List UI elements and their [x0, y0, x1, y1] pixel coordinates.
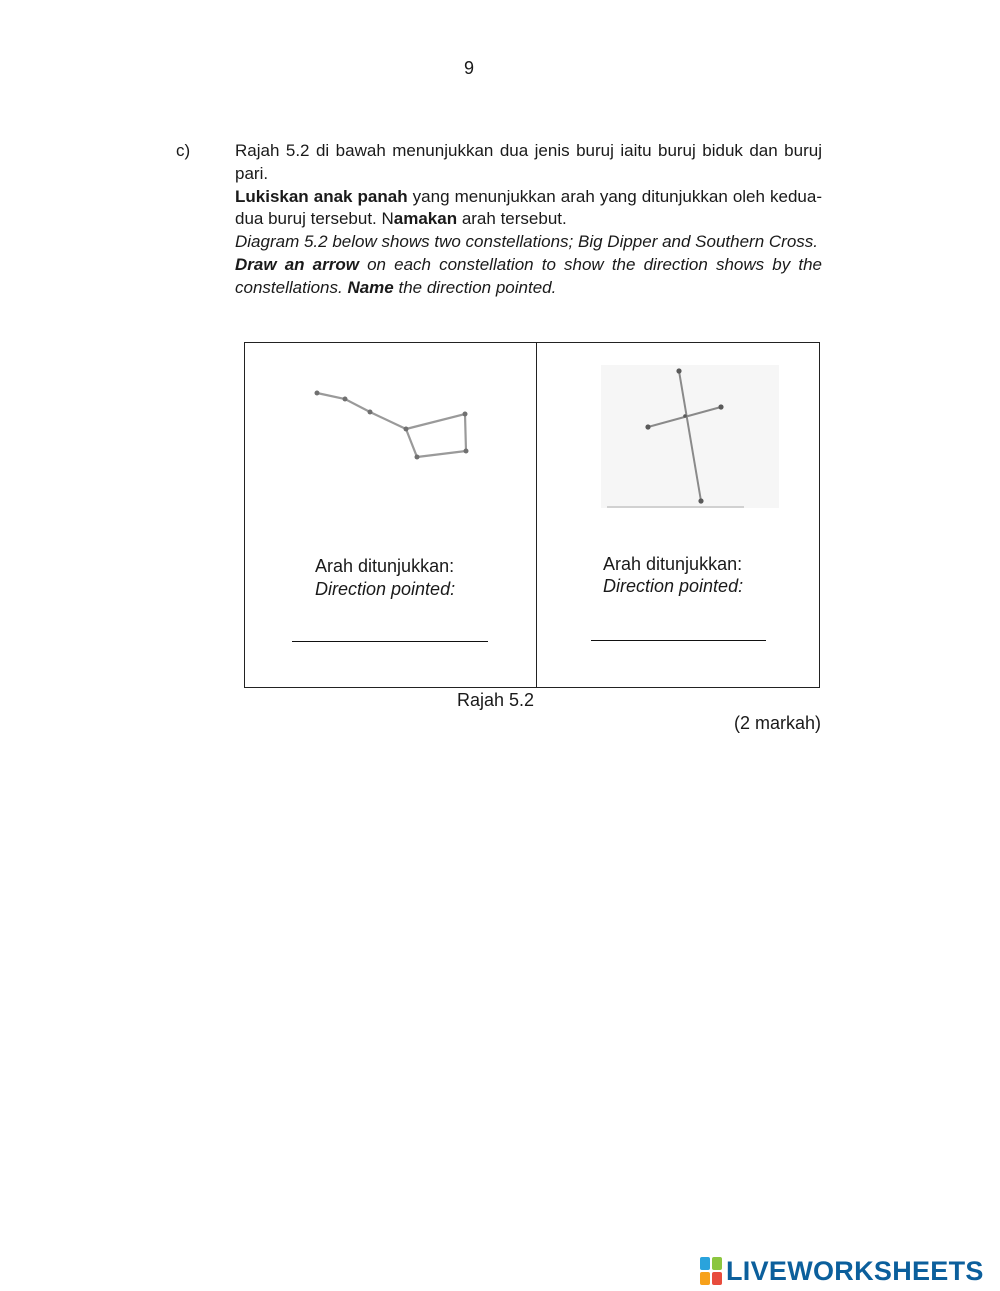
star-icon	[463, 412, 468, 417]
answer-blank-left[interactable]	[292, 641, 488, 642]
star-icon	[315, 391, 320, 396]
panel-southern-cross	[537, 343, 819, 687]
question-body	[235, 140, 822, 300]
direction-label-ms: Arah ditunjukkan:	[315, 556, 455, 576]
figure-diagram-5-2	[244, 342, 820, 688]
question-text-en: Diagram 5.2 below shows two constellations; Big Dipper and Southern Cross.	[235, 232, 819, 252]
answer-blank-right[interactable]	[591, 640, 766, 641]
direction-label-en: Direction pointed:	[603, 576, 744, 596]
direction-label-ms: Arah ditunjukkan:	[603, 554, 743, 574]
question-instruction-en: Draw an arrow on each constellation to show the direction shows by the constellations. Name the direction pointed.	[235, 254, 822, 297]
star-icon	[368, 410, 373, 415]
brand-name: LIVEWORKSHEETS	[726, 1255, 984, 1286]
page-number: 9	[463, 58, 474, 78]
star-icon	[464, 449, 469, 454]
star-icon	[343, 397, 348, 402]
southern-cross-drawing[interactable]	[537, 343, 819, 518]
question-instruction-ms: Lukiskan anak panah yang menunjukkan arah yang ditunjukkan oleh kedua-dua buruj tersebut. Namakan arah tersebut.	[235, 186, 823, 229]
star-icon	[683, 414, 687, 418]
big-dipper-drawing[interactable]	[245, 343, 536, 503]
marks-label: (2 markah)	[733, 713, 821, 733]
star-icon	[415, 455, 420, 460]
star-icon	[645, 424, 650, 429]
panel-big-dipper	[245, 343, 536, 687]
direction-label-en: Direction pointed:	[315, 579, 456, 599]
question-text-ms: Rajah 5.2 di bawah menunjukkan dua jenis buruj iaitu buruj biduk dan buruj pari.	[235, 141, 822, 183]
star-icon	[698, 498, 703, 503]
question-label: c)	[176, 141, 191, 160]
star-icon	[404, 427, 409, 432]
liveworksheets-brand[interactable]	[700, 1254, 984, 1288]
liveworksheets-logo-icon	[700, 1257, 722, 1285]
star-icon	[718, 404, 723, 409]
star-icon	[676, 368, 681, 373]
